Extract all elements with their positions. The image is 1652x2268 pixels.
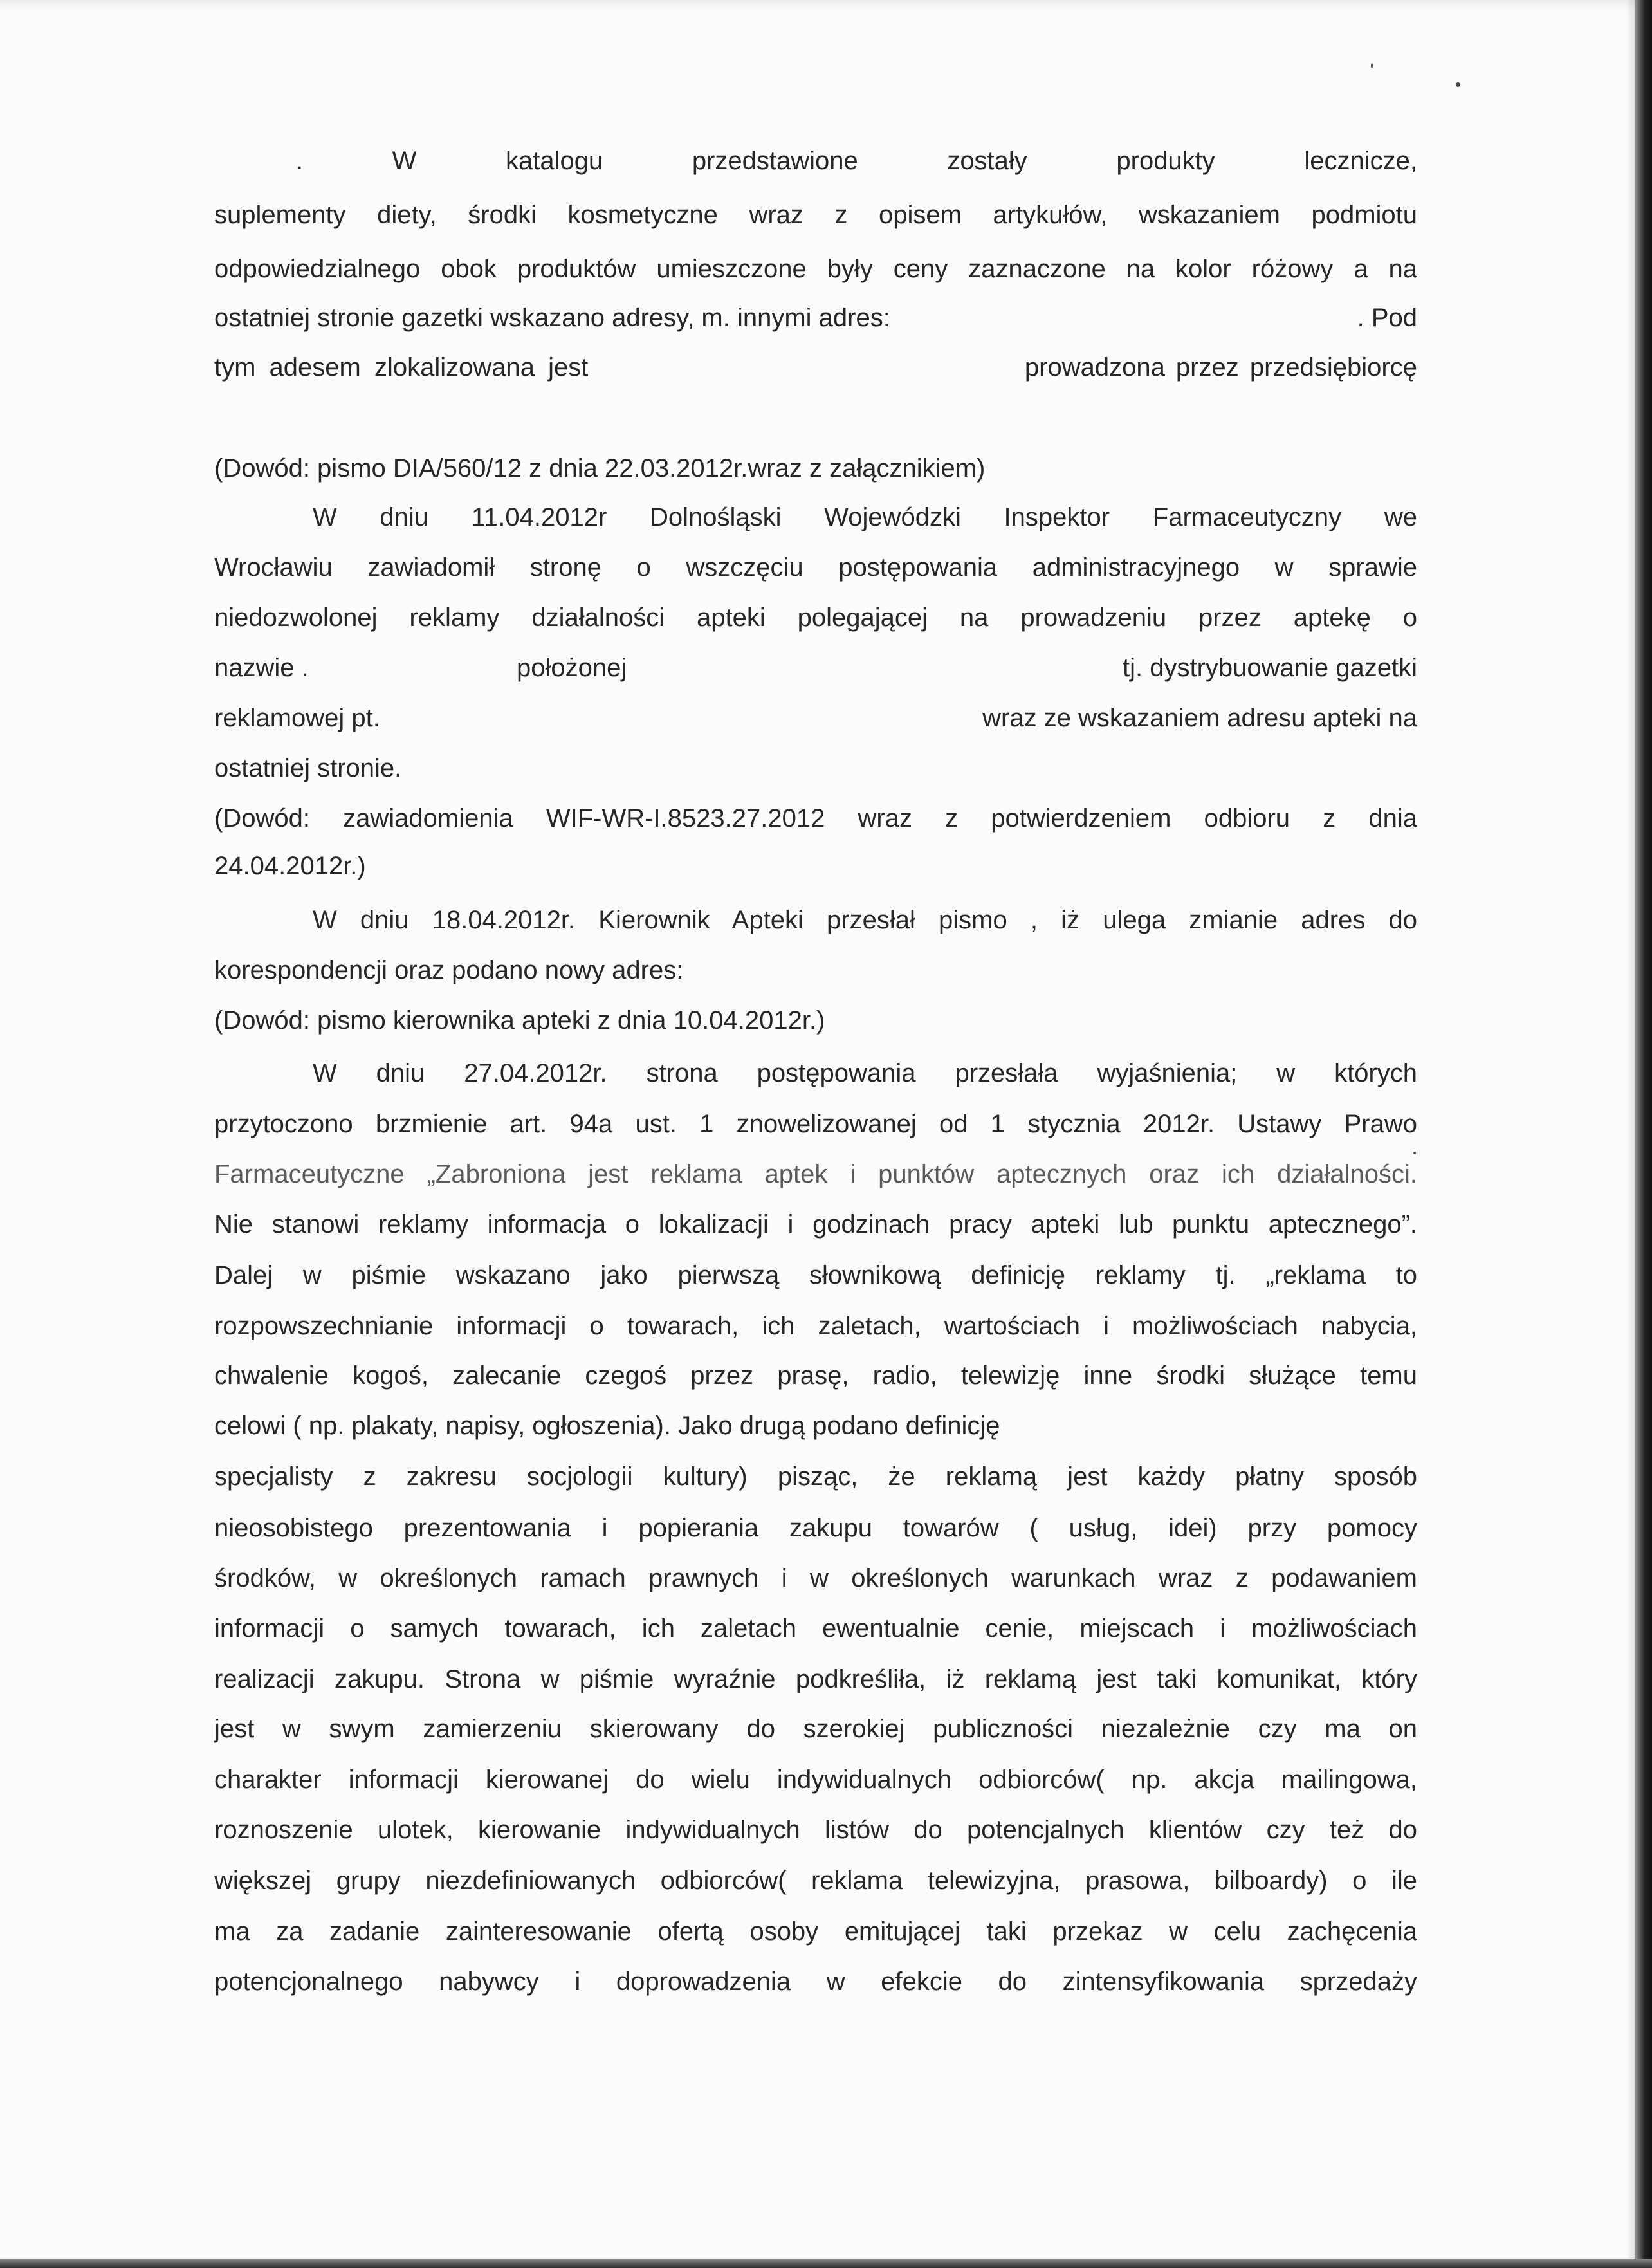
paragraph-line: przytoczono brzmienie art. 94a ust. 1 znowelizowanej od 1 stycznia 2012r. Ustawy Prawo bbox=[214, 1110, 1417, 1138]
paragraph-line: Farmaceutyczne „Zabroniona jest reklama aptek i punktów aptecznych oraz ich działalności. bbox=[214, 1160, 1417, 1188]
line-segment: nazwie . bbox=[214, 654, 309, 682]
paragraph-line: rozpowszechnianie informacji o towarach, ich zaletach, wartościach i możliwościach nabycia, bbox=[214, 1312, 1417, 1340]
scan-right-edge bbox=[1635, 0, 1652, 2268]
paragraph-line: korespondencji oraz podano nowy adres: bbox=[214, 956, 684, 984]
paragraph-line: Nie stanowi reklamy informacja o lokalizacji i godzinach pracy apteki lub punktu aptecznego”. bbox=[214, 1210, 1417, 1239]
paragraph-line: ostatniej stronie. bbox=[214, 754, 402, 782]
line-segment: położonej bbox=[517, 654, 627, 682]
paragraph-line: roznoszenie ulotek, kierowanie indywidualnych listów do potencjalnych klientów czy też do bbox=[214, 1816, 1417, 1844]
paragraph-line: Dalej w piśmie wskazano jako pierwszą słownikową definicję reklamy tj. „reklama to bbox=[214, 1261, 1417, 1289]
paragraph-line: środków, w określonych ramach prawnych i w określonych warunkach wraz z podawaniem bbox=[214, 1564, 1417, 1592]
line-segment: tj. dystrybuowanie gazetki bbox=[1122, 654, 1417, 682]
scan-bottom-edge bbox=[0, 2259, 1652, 2268]
scan-speck bbox=[1456, 82, 1460, 87]
line-segment: ostatniej stronie gazetki wskazano adresy, m. innymi adres: bbox=[214, 304, 890, 332]
paragraph-line: jest w swym zamierzeniu skierowany do szerokiej publiczności niezależnie czy ma on bbox=[214, 1715, 1417, 1743]
paragraph-line: celowi ( np. plakaty, napisy, ogłoszenia). Jako drugą podano definicję bbox=[214, 1412, 1000, 1440]
paragraph-line: W dniu 18.04.2012r. Kierownik Apteki przesłał pismo , iż ulega zmianie adres do bbox=[313, 906, 1417, 934]
paragraph-line: większej grupy niezdefiniowanych odbiorców( reklama telewizyjna, prasowa, bilboardy) o ile bbox=[214, 1867, 1417, 1895]
scan-top-shadow bbox=[0, 0, 1652, 12]
paragraph-line: suplementy diety, środki kosmetyczne wraz z opisem artykułów, wskazaniem podmiotu bbox=[214, 201, 1417, 229]
paragraph-line: Wrocławiu zawiadomił stronę o wszczęciu postępowania administracyjnego w sprawie bbox=[214, 553, 1417, 582]
paragraph-line: chwalenie kogoś, zalecanie czegoś przez prasę, radio, telewizję inne środki służące temu bbox=[214, 1361, 1417, 1390]
line-segment: . Pod bbox=[1357, 304, 1417, 332]
line-segment: wraz ze wskazaniem adresu apteki na bbox=[982, 704, 1417, 732]
paragraph-line: charakter informacji kierowanej do wielu indywidualnych odbiorców( np. akcja mailingowa, bbox=[214, 1766, 1417, 1794]
scan-edge-shadow bbox=[1626, 0, 1635, 2268]
paragraph-line: odpowiedzialnego obok produktów umieszczone były ceny zaznaczone na kolor różowy a na bbox=[214, 255, 1417, 283]
paragraph-line: ma za zadanie zainteresowanie ofertą osoby emitującej taki przekaz w celu zachęcenia bbox=[214, 1917, 1417, 1946]
line-segment: tym adesem zlokalizowana jest bbox=[214, 353, 589, 382]
evidence-note: (Dowód: pismo DIA/560/12 z dnia 22.03.2012r.wraz z załącznikiem) bbox=[214, 454, 986, 483]
paragraph-line: realizacji zakupu. Strona w piśmie wyraźnie podkreśliła, iż reklamą jest taki komunikat, który bbox=[214, 1665, 1417, 1693]
evidence-note: (Dowód: pismo kierownika apteki z dnia 10.04.2012r.) bbox=[214, 1006, 825, 1035]
paragraph-line: W dniu 11.04.2012r Dolnośląski Wojewódzki Inspektor Farmaceutyczny we bbox=[313, 503, 1417, 531]
paragraph-line: niedozwolonej reklamy działalności apteki polegającej na prowadzeniu przez aptekę o bbox=[214, 604, 1417, 632]
paragraph-line: potencjonalnego nabywcy i doprowadzenia w efekcie do zintensyfikowania sprzedaży bbox=[214, 1968, 1417, 1996]
paragraph-line: . W katalogu przedstawione zostały produkty lecznicze, bbox=[296, 147, 1417, 175]
paragraph-line: W dniu 27.04.2012r. strona postępowania przesłała wyjaśnienia; w których bbox=[313, 1059, 1417, 1087]
scan-speck bbox=[1371, 63, 1373, 68]
paragraph-line: nieosobistego prezentowania i popierania zakupu towarów ( usług, idei) przy pomocy bbox=[214, 1514, 1417, 1542]
evidence-note: (Dowód: zawiadomienia WIF-WR-I.8523.27.2012 wraz z potwierdzeniem odbioru z dnia bbox=[214, 804, 1417, 833]
scan-speck bbox=[1413, 1152, 1416, 1154]
line-segment: prowadzona przez przedsiębiorcę bbox=[1024, 353, 1417, 382]
evidence-note: 24.04.2012r.) bbox=[214, 852, 366, 880]
line-segment: reklamowej pt. bbox=[214, 704, 380, 732]
paragraph-line: specjalisty z zakresu socjologii kultury) pisząc, że reklamą jest każdy płatny sposób bbox=[214, 1462, 1417, 1491]
paragraph-line: informacji o samych towarach, ich zaletach ewentualnie cenie, miejscach i możliwościach bbox=[214, 1614, 1417, 1643]
